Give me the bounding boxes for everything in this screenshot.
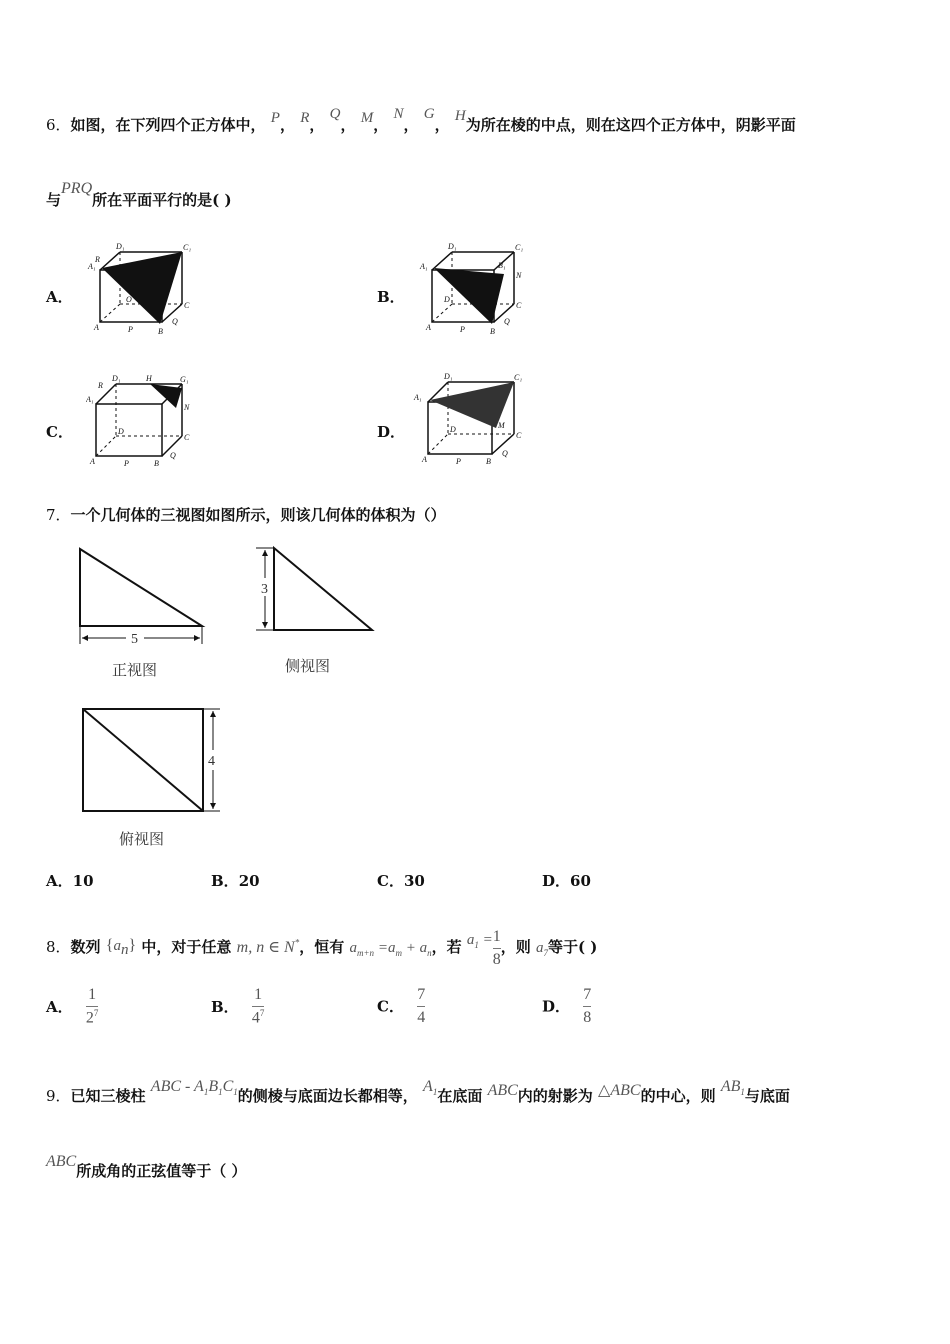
svg-text:N: N (184, 403, 190, 412)
svg-text:Q: Q (502, 449, 508, 458)
dim-label-4: 4 (208, 754, 215, 769)
svg-text:A: A (94, 323, 99, 332)
base-abc-2: ABC (46, 1153, 77, 1170)
svg-text:D: D (118, 427, 124, 436)
q7-option-b[interactable]: B．20 (211, 872, 260, 890)
svg-text:A₁: A₁ (86, 395, 94, 404)
svg-text:D₁: D₁ (444, 372, 453, 381)
q8-option-b[interactable]: B． $\frac{1}{4^7}$ (211, 986, 265, 1026)
svg-text:M: M (498, 421, 505, 430)
index-condition: m, n ∈ N* (236, 937, 300, 957)
svg-text:D: D (450, 425, 456, 434)
base-abc: ABC (487, 1082, 518, 1099)
svg-text:A₁: A₁ (420, 262, 428, 271)
q7-number: 7． (46, 506, 71, 524)
svg-text:C: C (516, 431, 522, 440)
svg-text:B: B (158, 327, 163, 336)
svg-text:A₁: A₁ (414, 393, 422, 402)
cube-figure-d (412, 370, 532, 470)
sequence-braces: $\{a_n\}$ (105, 937, 137, 959)
q6-number: 6． (46, 116, 71, 134)
svg-text:Q: Q (170, 451, 176, 460)
q8-number: 8． (46, 938, 71, 957)
prism-name: ABC - $A_1B_1C_1$ (150, 1078, 238, 1098)
q9-line2: ABC所成角的正弦值等于（ ） (46, 1153, 247, 1180)
q9-line1: 9．已知三棱柱 ABC - $A_1B_1C_1$的侧棱与底面边长都相等， $A_1$在底面 ABC内的射影为 △ABC的中心，则 $AB_1$与底面 (46, 1078, 790, 1105)
q8-option-c[interactable]: C． $\frac{7}{4}$ (377, 986, 426, 1026)
svg-text:A: A (426, 323, 431, 332)
recurrence-formula: $a_{m+n} =a_m + a_n$ (349, 940, 432, 959)
var-n: N (393, 106, 404, 122)
dim-label-3: 3 (261, 582, 268, 597)
svg-text:R: R (95, 255, 100, 264)
target-term: $a_7$ (535, 940, 548, 959)
cube-figure-b (418, 238, 533, 338)
top-view-figure (78, 704, 224, 816)
dim-label-5: 5 (131, 632, 138, 647)
cube-figure-c (86, 372, 201, 472)
svg-text:D₁: D₁ (116, 242, 125, 251)
svg-text:B: B (486, 457, 491, 466)
q7-option-a[interactable]: A．10 (46, 872, 94, 890)
svg-text:R: R (98, 381, 103, 390)
svg-text:Q: Q (504, 317, 510, 326)
q6-option-d[interactable]: D． (377, 423, 406, 441)
q6-text-d: 所在平面平行的是( ) (92, 191, 232, 209)
q8-option-d[interactable]: D． $\frac{7}{8}$ (542, 986, 592, 1026)
svg-text:H: H (146, 374, 152, 383)
vertex-a1: $A_1$ (423, 1078, 438, 1098)
front-view-figure (74, 544, 214, 652)
initial-term-fraction: $\frac{1}{8}$ (492, 928, 501, 968)
svg-text:B: B (490, 327, 495, 336)
svg-text:B₁: B₁ (498, 261, 506, 270)
q9-number: 9． (46, 1087, 71, 1105)
svg-text:O: O (126, 295, 132, 304)
q6-text-a: 如图，在下列四个正方体中， (70, 116, 266, 134)
q7-option-c[interactable]: C．30 (377, 872, 425, 890)
initial-term: $a_1$ = (466, 932, 493, 951)
svg-text:P: P (460, 325, 465, 334)
svg-text:C: C (184, 433, 190, 442)
svg-text:D₁: D₁ (448, 242, 457, 251)
plane-prq: PRQ (61, 180, 93, 197)
var-r: R (300, 110, 310, 126)
q6-text-c: 与 (46, 191, 62, 209)
top-view-caption: 俯视图 (119, 830, 165, 848)
triangle-abc: △ABC (598, 1082, 641, 1099)
q7-text: 一个几何体的三视图如图所示，则该几何体的体积为（） (70, 506, 446, 524)
q6-line1: 6．如图，在下列四个正方体中， P， R， Q， M， N， G， H为所在棱的中点，则在这四个正方体中，阴影平面 (46, 106, 796, 134)
svg-text:D: D (444, 295, 450, 304)
var-g: G (423, 106, 435, 122)
svg-text:P: P (124, 459, 129, 468)
front-view-caption: 正视图 (112, 661, 158, 679)
svg-text:Q: Q (172, 317, 178, 326)
segment-ab1: $AB_1$ (720, 1078, 745, 1098)
svg-text:N: N (516, 271, 522, 280)
svg-text:C₁: C₁ (183, 243, 192, 252)
var-q: Q (329, 106, 341, 122)
svg-text:D₁: D₁ (112, 374, 121, 383)
svg-text:C₁: C₁ (514, 373, 523, 382)
q7-option-d[interactable]: D．60 (542, 872, 591, 890)
svg-text:P: P (128, 325, 133, 334)
q7-stem (46, 504, 446, 525)
svg-text:G₁: G₁ (180, 375, 189, 384)
var-m: M (360, 110, 374, 126)
q6-option-a[interactable]: A． (46, 288, 73, 306)
svg-text:A₁: A₁ (88, 262, 96, 271)
cube-figure-a (86, 238, 196, 338)
q6-text-b: 为所在棱的中点，则在这四个正方体中，阴影平面 (465, 116, 796, 134)
svg-text:C₁: C₁ (515, 243, 524, 252)
q6-line2 (46, 180, 232, 210)
q6-option-b[interactable]: B． (377, 288, 405, 306)
svg-text:C: C (516, 301, 522, 310)
svg-text:A: A (422, 455, 427, 464)
var-p: P (270, 110, 280, 126)
side-view-caption: 侧视图 (285, 657, 331, 675)
q6-option-c[interactable]: C． (46, 423, 73, 441)
q8-stem: 8．数列 $\{a_n\}$ 中，对于任意 m, n ∈ N*，恒有 $a_{m+n} =a_m + a_n$，若 $a_1$ = $\frac{1}{8}$ ，则 $a_7$等于( ) (46, 928, 598, 968)
var-h: H (454, 108, 466, 124)
side-view-figure (252, 544, 380, 636)
svg-text:A: A (90, 457, 95, 466)
svg-text:P: P (456, 457, 461, 466)
q8-option-a[interactable]: A． $\frac{1}{2^7}$ (46, 986, 99, 1026)
svg-text:C: C (184, 301, 190, 310)
svg-text:B: B (154, 459, 159, 468)
